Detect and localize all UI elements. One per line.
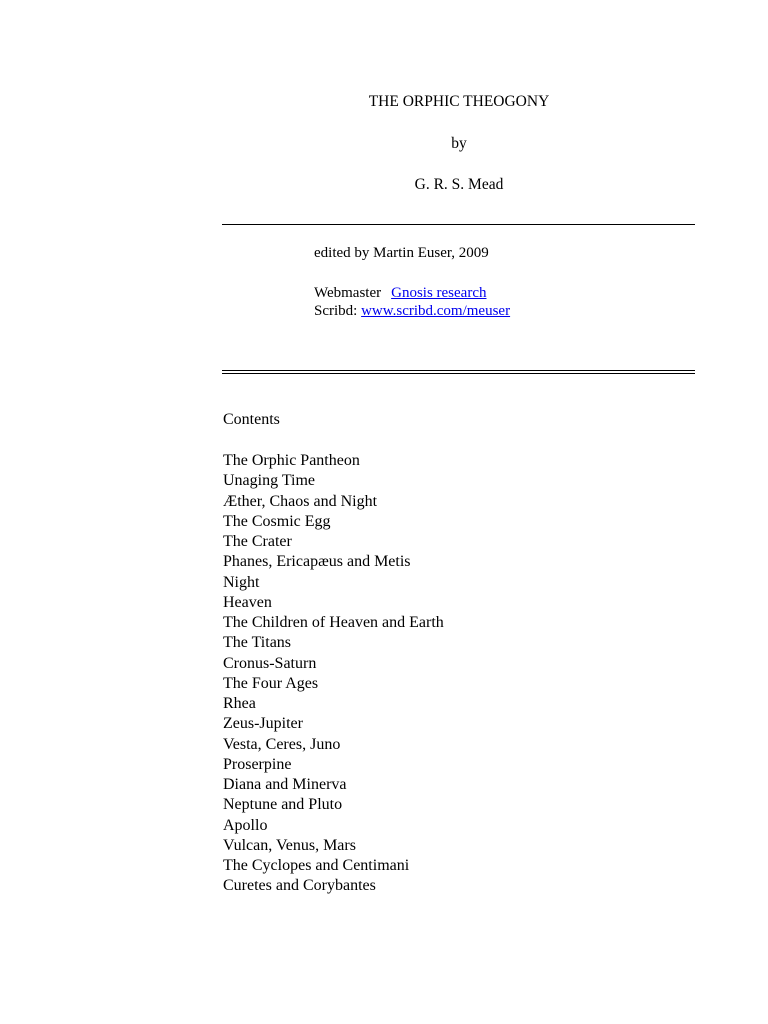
toc-item: The Cyclopes and Centimani xyxy=(223,857,410,874)
double-horizontal-rule xyxy=(222,370,695,374)
toc-item: The Crater xyxy=(223,533,292,550)
toc-item: The Titans xyxy=(223,634,292,652)
scribd-label: Scribd: xyxy=(314,303,358,319)
toc-item: Heaven xyxy=(223,593,272,611)
toc-item: The Four Ages xyxy=(223,674,319,692)
toc-item: Neptune and Pluto xyxy=(223,796,343,814)
toc-item: Zeus-Jupiter xyxy=(223,715,303,733)
toc-item: Phanes, Ericapæus and Metis xyxy=(223,553,411,571)
toc-item: Vulcan, Venus, Mars xyxy=(223,836,356,854)
author-name: G. R. S. Mead xyxy=(414,176,504,193)
contents-heading: Contents xyxy=(223,411,280,428)
toc-item: Rhea xyxy=(223,695,256,712)
table-of-contents xyxy=(223,451,444,897)
toc-item: Vesta, Ceres, Juno xyxy=(223,735,341,753)
toc-item: Æther, Chaos and Night xyxy=(223,492,378,510)
gnosis-research-link[interactable]: Gnosis research xyxy=(391,285,487,301)
toc-item: Diana and Minerva xyxy=(223,776,347,793)
toc-item: The Children of Heaven and Earth xyxy=(223,614,444,631)
horizontal-rule xyxy=(222,224,695,225)
toc-item: Cronus-Saturn xyxy=(223,654,317,672)
scribd-line xyxy=(314,302,510,320)
scribd-link[interactable]: www.scribd.com/meuser xyxy=(361,303,511,319)
editor-note: edited by Martin Euser, 2009 xyxy=(314,245,489,261)
toc-item: Proserpine xyxy=(223,755,292,773)
toc-item: The Cosmic Egg xyxy=(223,512,331,530)
webmaster-line xyxy=(314,284,487,302)
toc-item: Night xyxy=(223,573,260,591)
document-title: THE ORPHIC THEOGONY xyxy=(368,93,550,110)
toc-item: Unaging Time xyxy=(223,472,316,490)
byline-by: by xyxy=(451,135,467,152)
webmaster-label: Webmaster xyxy=(314,285,382,301)
toc-item: The Orphic Pantheon xyxy=(223,452,360,469)
toc-item: Curetes and Corybantes xyxy=(223,877,376,895)
toc-item: Apollo xyxy=(223,816,268,834)
